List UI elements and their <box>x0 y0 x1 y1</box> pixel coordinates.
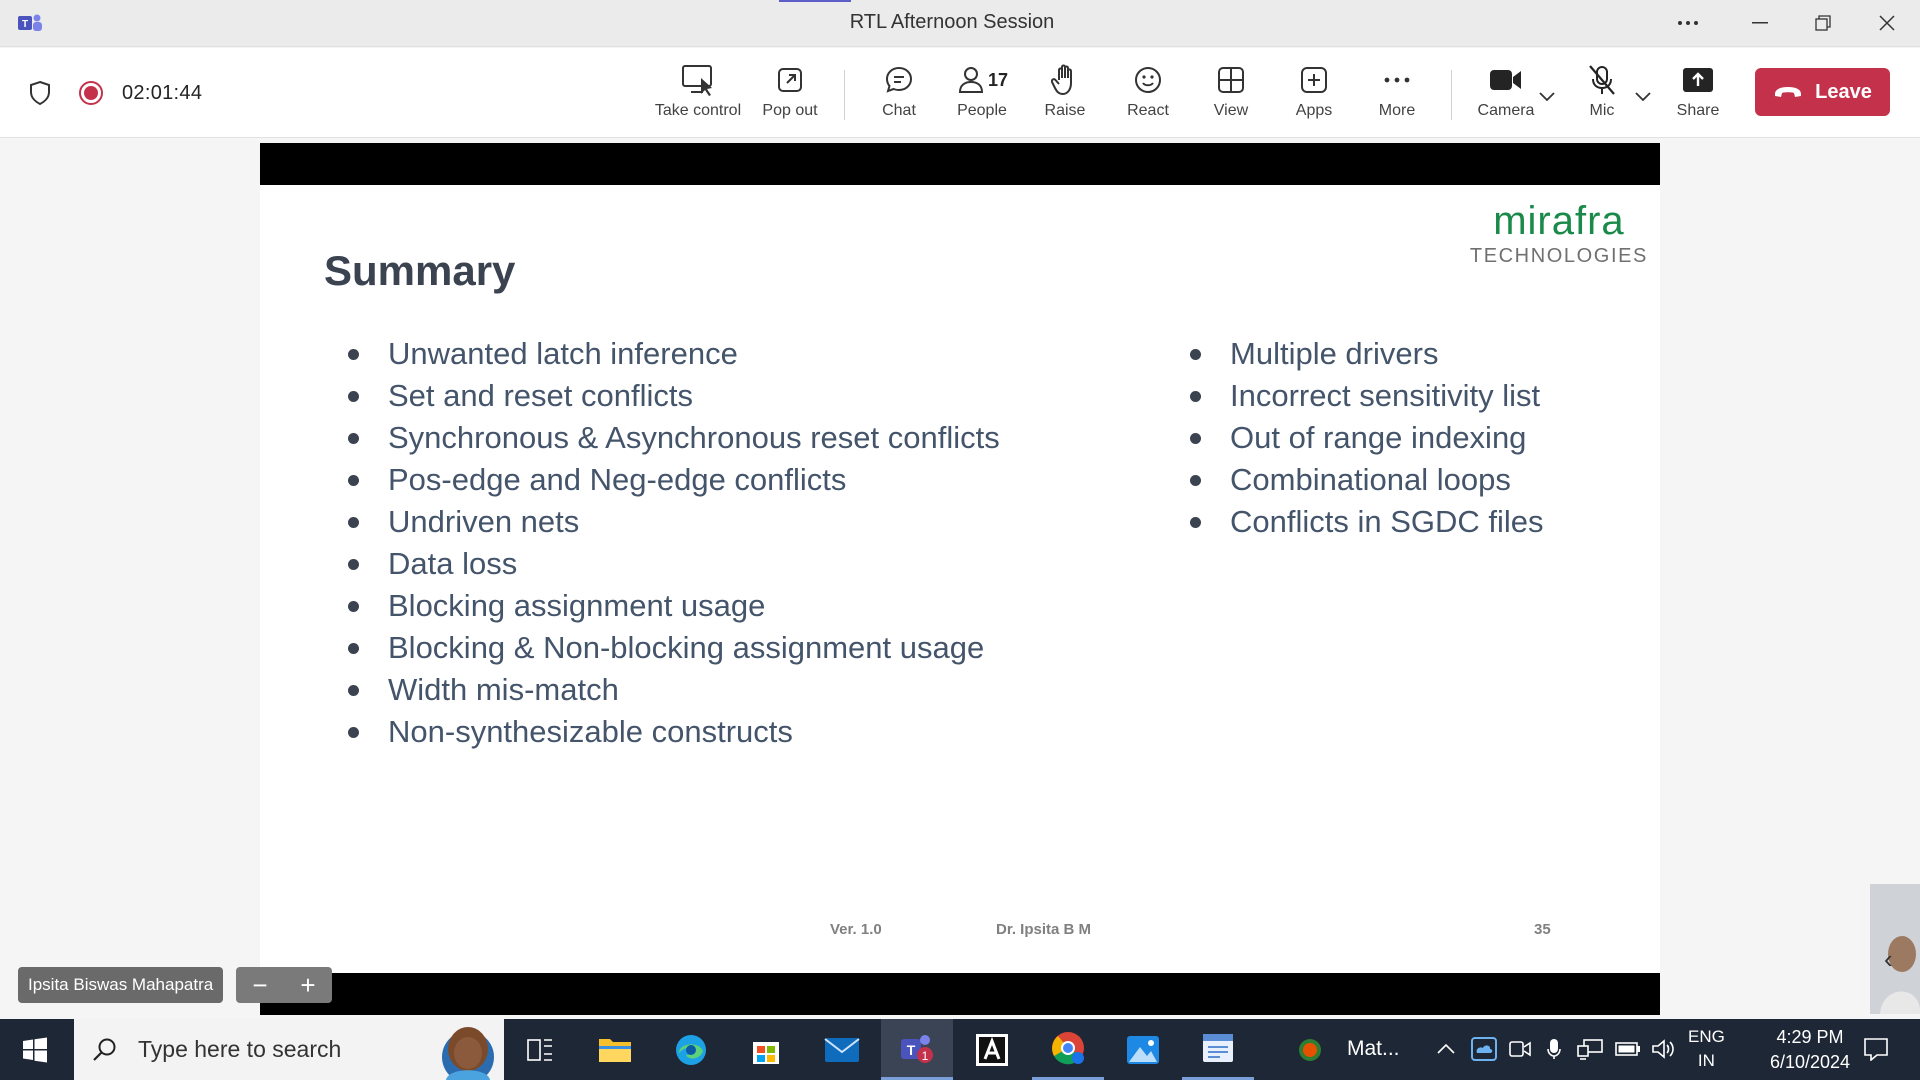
clock-time: 4:29 PM <box>1776 1027 1844 1047</box>
title-bar <box>0 0 1920 47</box>
chevron-down-icon <box>1635 91 1651 101</box>
mail-button[interactable] <box>806 1019 878 1080</box>
bullet-item: Incorrect sensitivity list <box>1190 375 1544 417</box>
onedrive-sync-icon <box>1471 1037 1497 1061</box>
volume-button[interactable] <box>1650 1035 1676 1063</box>
self-view-panel[interactable] <box>1870 884 1920 1014</box>
chat-icon <box>884 65 914 95</box>
raise-hand-button[interactable] <box>1017 62 1113 126</box>
teams-taskbar-button[interactable] <box>881 1019 953 1080</box>
share-label: Share <box>1676 102 1720 119</box>
presentation-slide <box>260 185 1660 973</box>
hang-up-icon <box>1773 85 1803 99</box>
meet-now-button[interactable] <box>1508 1035 1532 1063</box>
network-icon <box>1577 1038 1603 1060</box>
matlab-button[interactable] <box>1280 1019 1340 1080</box>
people-button[interactable] <box>934 62 1030 126</box>
toolbar-divider <box>844 70 845 120</box>
bullet-item: Unwanted latch inference <box>348 333 1000 375</box>
microsoft-store-button[interactable] <box>730 1019 802 1080</box>
teams-notification-badge: 1 <box>921 1049 929 1063</box>
restore-icon <box>1815 15 1831 31</box>
taskbar-search-box[interactable] <box>74 1019 504 1080</box>
take-control-label: Take control <box>654 102 742 119</box>
chrome-button[interactable] <box>1032 1019 1104 1080</box>
pdf-app-button[interactable] <box>956 1019 1028 1080</box>
photos-icon <box>1126 1035 1160 1065</box>
logo-wordmark: mirafra <box>1493 199 1625 243</box>
shared-screen <box>260 143 1660 1015</box>
microphone-icon <box>1547 1038 1561 1060</box>
language-code: ENG <box>1688 1027 1725 1046</box>
bullet-item: Blocking & Non-blocking assignment usage <box>348 627 1000 669</box>
search-highlight-illustration <box>428 1019 504 1080</box>
document-icon <box>1202 1033 1234 1063</box>
grid-view-icon <box>1217 66 1245 94</box>
zoom-out-button[interactable]: − <box>252 969 268 1000</box>
chevron-up-icon <box>1437 1044 1455 1054</box>
mic-label: Mic <box>1589 102 1615 119</box>
recording-icon <box>78 80 104 106</box>
shield-icon[interactable] <box>28 80 52 106</box>
window-options-button[interactable] <box>1668 8 1708 38</box>
people-label: People <box>957 102 1007 119</box>
chat-label: Chat <box>882 102 916 119</box>
leave-label: Leave <box>1815 80 1872 103</box>
network-button[interactable] <box>1576 1035 1604 1063</box>
slide-title: Summary <box>324 247 516 294</box>
presenter-name-tag: Ipsita Biswas Mahapatra <box>18 967 223 1003</box>
meeting-status <box>28 80 202 106</box>
bullet-item: Out of range indexing <box>1190 417 1544 459</box>
file-explorer-button[interactable] <box>579 1019 651 1080</box>
task-view-button[interactable] <box>504 1019 576 1080</box>
onedrive-button[interactable] <box>1470 1035 1498 1063</box>
minimize-icon <box>1752 22 1768 24</box>
svg-text:T: T <box>906 1042 916 1058</box>
battery-icon <box>1615 1041 1641 1057</box>
close-icon <box>1879 15 1895 31</box>
mic-off-icon <box>1587 64 1617 96</box>
bullet-list-left <box>348 333 1000 753</box>
take-control-button[interactable] <box>650 62 746 126</box>
logo-subtitle: TECHNOLOGIES <box>1469 245 1648 267</box>
restore-button[interactable] <box>1803 8 1843 38</box>
svg-text:T: T <box>21 19 29 30</box>
company-logo <box>1470 199 1648 268</box>
bullet-item: Synchronous & Asynchronous reset conflicts <box>348 417 1000 459</box>
zoom-in-button[interactable]: + <box>300 969 316 1000</box>
bullet-item: Combinational loops <box>1190 459 1544 501</box>
camera-label: Camera <box>1477 102 1535 119</box>
pop-out-icon <box>776 66 804 94</box>
teams-icon <box>899 1031 935 1065</box>
smiley-icon <box>1133 65 1163 95</box>
chevron-down-icon <box>1539 91 1555 101</box>
folder-icon <box>598 1036 632 1064</box>
bullet-item: Non-synthesizable constructs <box>348 711 1000 753</box>
start-button[interactable] <box>0 1019 70 1080</box>
close-button[interactable] <box>1867 8 1907 38</box>
pop-out-button[interactable] <box>742 62 838 126</box>
react-label: React <box>1127 102 1169 119</box>
action-center-button[interactable] <box>1856 1035 1896 1063</box>
windows-taskbar <box>0 1019 1920 1080</box>
windows-logo-icon <box>22 1037 48 1063</box>
chrome-icon <box>1050 1030 1086 1066</box>
raise-hand-icon <box>1051 64 1079 96</box>
bullet-item: Data loss <box>348 543 1000 585</box>
document-reader-button[interactable] <box>1182 1019 1254 1080</box>
chat-button[interactable] <box>851 62 947 126</box>
meeting-timer: 02:01:44 <box>122 81 203 104</box>
mail-icon <box>824 1037 860 1063</box>
edge-browser-button[interactable] <box>655 1019 727 1080</box>
edge-icon <box>674 1033 708 1067</box>
apps-button[interactable] <box>1266 62 1362 126</box>
store-icon <box>751 1035 781 1065</box>
react-button[interactable] <box>1100 62 1196 126</box>
share-button[interactable] <box>1650 62 1746 126</box>
slide-footer-version: Ver. 1.0 <box>830 921 882 938</box>
camera-icon <box>1489 68 1523 92</box>
search-icon <box>92 1037 118 1063</box>
view-label: View <box>1213 102 1249 119</box>
participant-count: 17 <box>987 69 1009 90</box>
people-icon <box>956 65 986 95</box>
bullet-list-right <box>1190 333 1544 543</box>
more-horizontal-icon <box>1383 76 1411 84</box>
bullet-item: Undriven nets <box>348 501 1000 543</box>
search-placeholder: Type here to search <box>138 1036 342 1062</box>
more-button[interactable] <box>1349 62 1445 126</box>
meeting-toolbar <box>0 48 1920 138</box>
view-button[interactable] <box>1183 62 1279 126</box>
app-a-icon <box>975 1033 1009 1067</box>
zoom-controls <box>236 967 332 1003</box>
app-running-icon <box>1297 1037 1323 1063</box>
photos-button[interactable] <box>1107 1019 1179 1080</box>
input-language-indicator[interactable] <box>1688 1025 1725 1073</box>
apps-label: Apps <box>1295 102 1333 119</box>
take-control-icon <box>681 64 715 96</box>
video-icon <box>1509 1039 1531 1059</box>
self-video-thumbnail <box>1870 884 1920 1014</box>
collapse-arrow-icon[interactable]: ‹ <box>1884 944 1893 974</box>
slide-footer-author: Dr. Ipsita B M <box>996 921 1092 938</box>
slide-page-number: 35 <box>1534 921 1551 938</box>
bullet-item: Multiple drivers <box>1190 333 1544 375</box>
minimize-button[interactable] <box>1740 8 1780 38</box>
running-app-label: Mat... <box>1347 1037 1400 1060</box>
add-app-icon <box>1300 66 1328 94</box>
bullet-item: Pos-edge and Neg-edge conflicts <box>348 459 1000 501</box>
speaker-icon <box>1651 1038 1675 1060</box>
toolbar-divider <box>1451 70 1452 120</box>
share-icon <box>1682 67 1714 93</box>
microphone-in-use-button[interactable] <box>1543 1035 1565 1063</box>
raise-label: Raise <box>1044 102 1086 119</box>
notifications-icon <box>1863 1037 1889 1061</box>
leave-button[interactable] <box>1755 68 1890 116</box>
task-view-icon <box>526 1037 554 1063</box>
meeting-stage <box>0 139 1920 1019</box>
more-label: More <box>1378 102 1416 119</box>
bullet-item: Width mis-match <box>348 669 1000 711</box>
region-code: IN <box>1697 1051 1715 1070</box>
bullet-item: Blocking assignment usage <box>348 585 1000 627</box>
bullet-item: Set and reset conflicts <box>348 375 1000 417</box>
show-hidden-icons-button[interactable] <box>1434 1035 1458 1063</box>
window-title: RTL Afternoon Session <box>849 11 1055 33</box>
clock-date: 6/10/2024 <box>1769 1052 1851 1072</box>
active-window-accent <box>779 0 851 2</box>
battery-button[interactable] <box>1614 1035 1642 1063</box>
bullet-item: Conflicts in SGDC files <box>1190 501 1544 543</box>
taskbar-clock[interactable] <box>1752 1025 1868 1075</box>
more-horizontal-icon <box>1676 20 1700 26</box>
pop-out-label: Pop out <box>762 102 818 119</box>
